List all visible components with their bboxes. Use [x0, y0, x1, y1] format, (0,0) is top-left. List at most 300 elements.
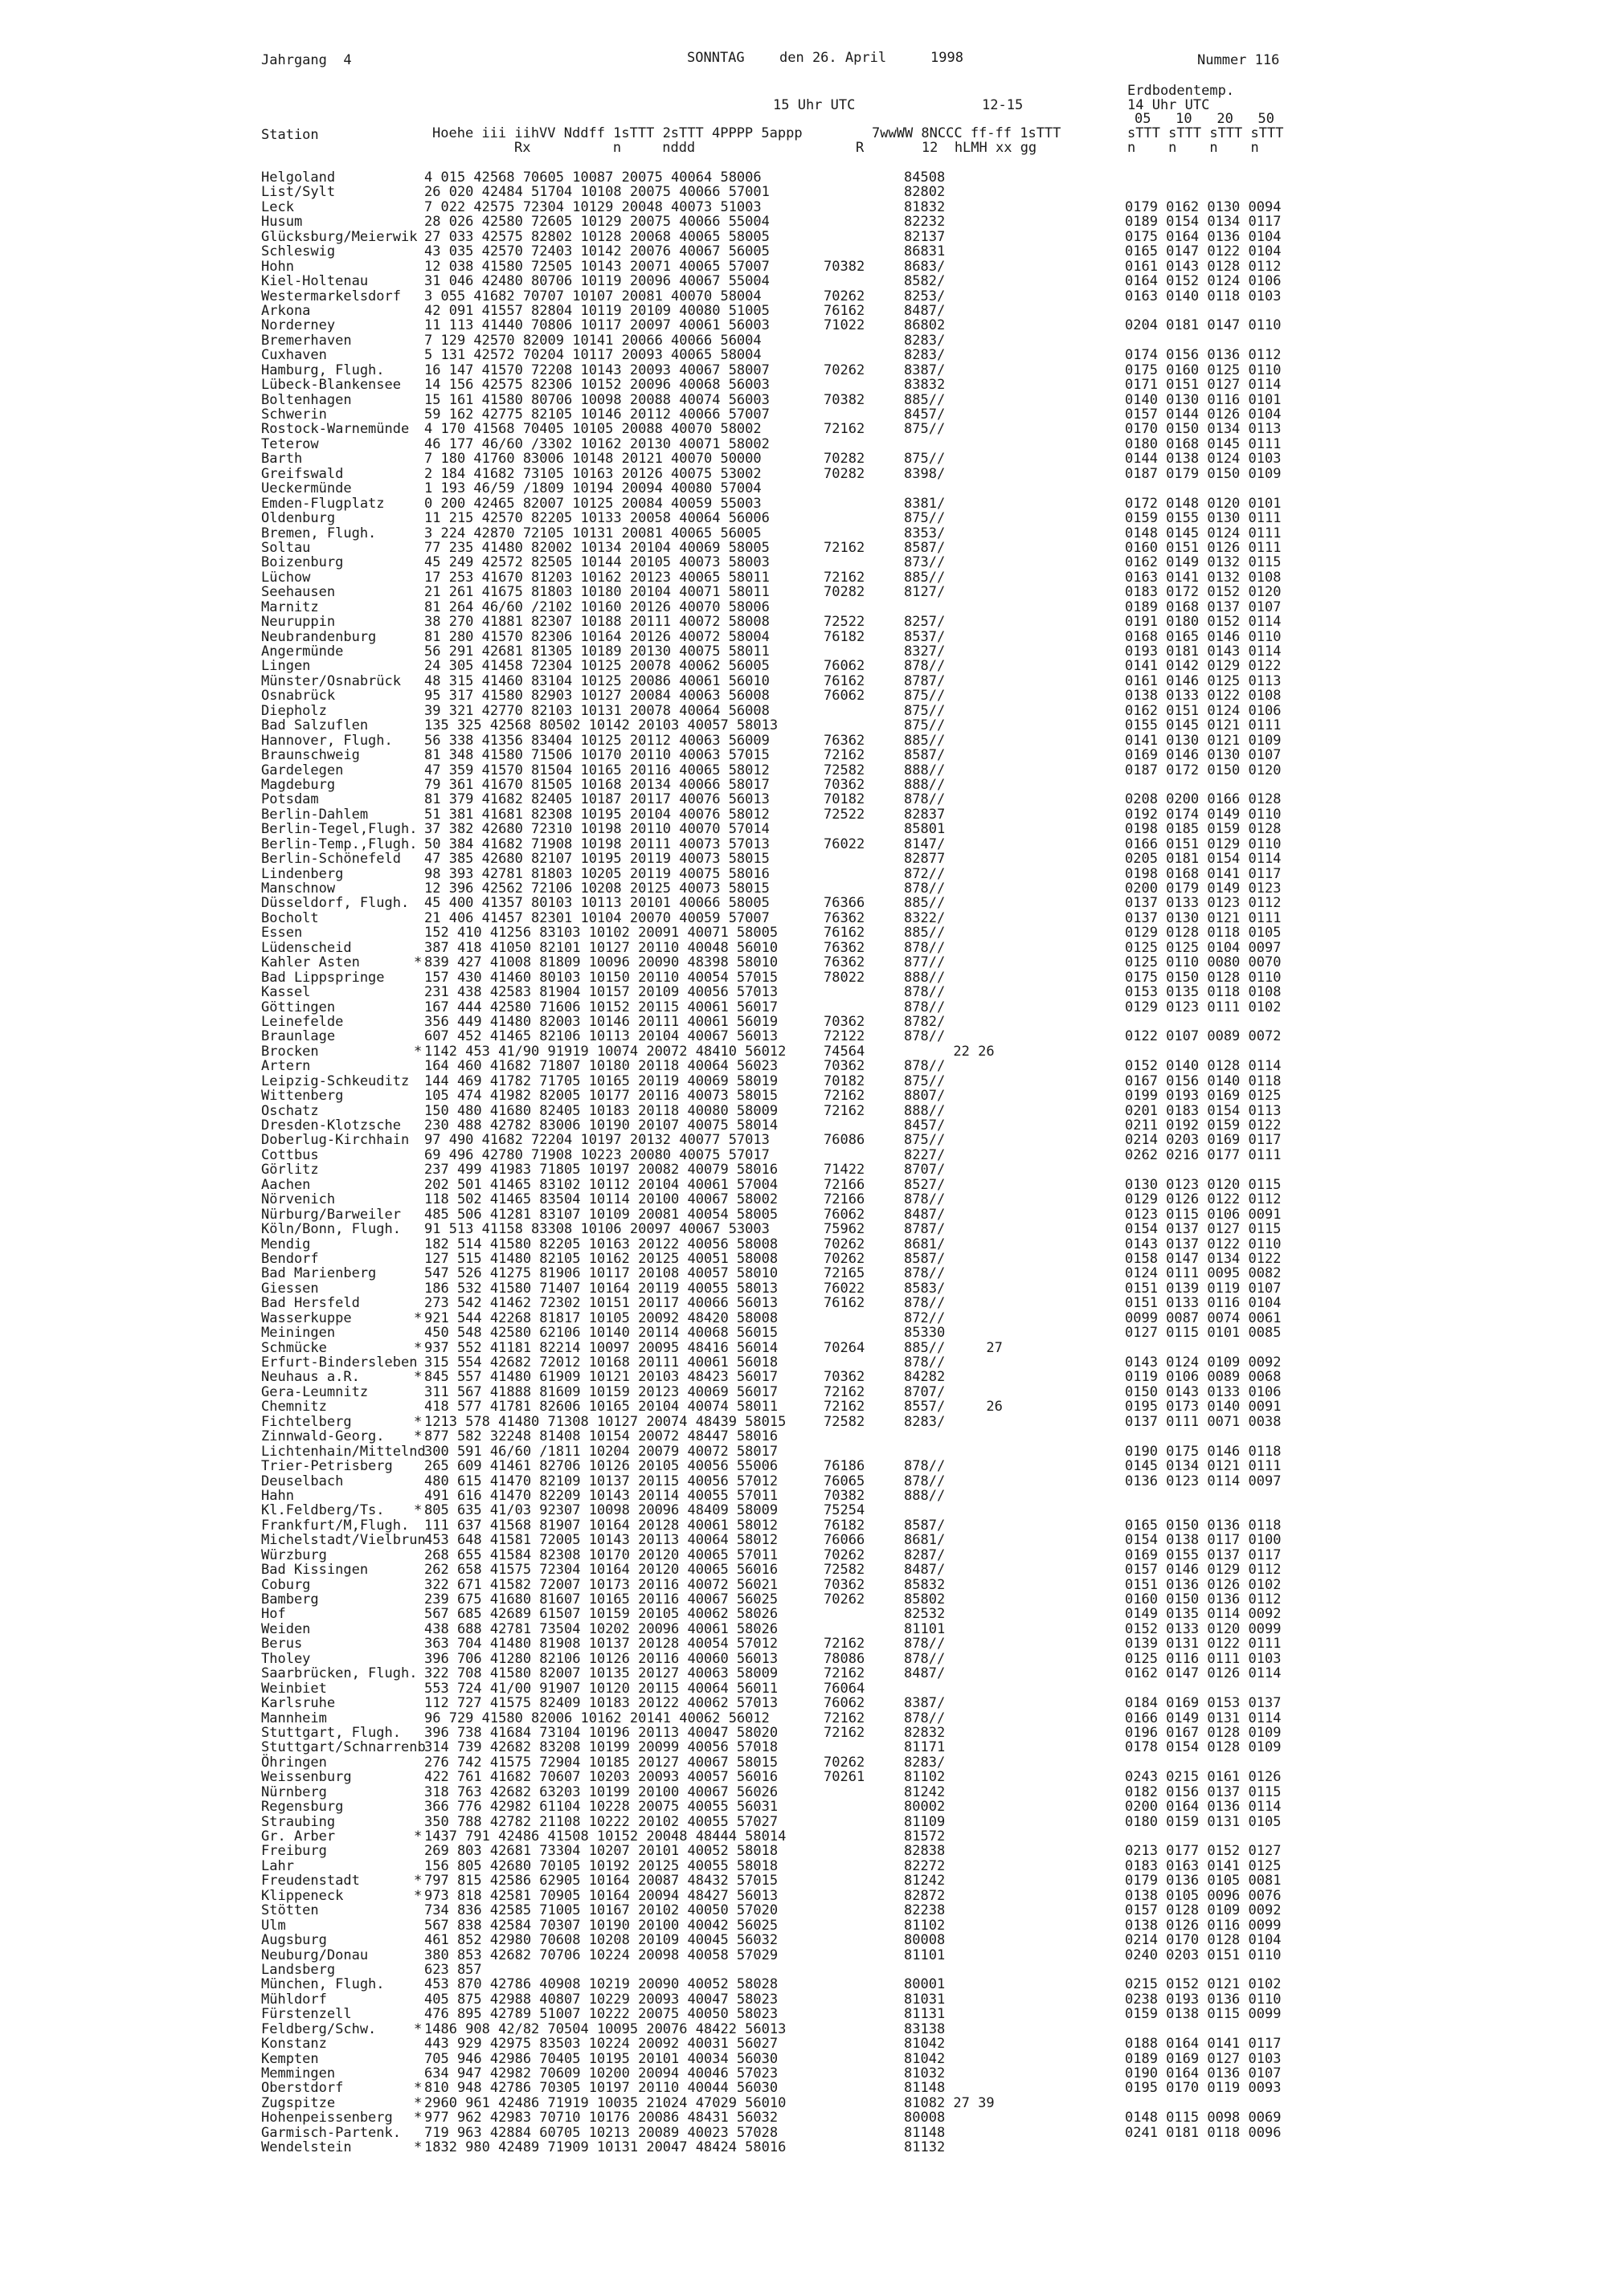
station-name: Kl.Feldberg/Ts. [261, 1502, 385, 1519]
soil-temp-values: 0187 0172 0150 0120 [1125, 762, 1282, 778]
weather-group: 76022 [824, 1280, 865, 1297]
soil-temp-values: 0198 0168 0141 0117 [1125, 865, 1282, 882]
station-name: Hannover, Flugh. [261, 732, 393, 749]
station-name: Giessen [261, 1280, 319, 1297]
soil-temp-values: 0137 0111 0071 0038 [1125, 1413, 1282, 1430]
station-name: Frankfurt/M,Flugh. [261, 1517, 410, 1534]
soil-temp-values: 0175 0160 0125 0110 [1125, 362, 1282, 378]
synop-group: 91 513 41158 83308 10106 20097 40067 53003 [424, 1221, 770, 1238]
synop-group: 182 514 41580 82205 10163 20122 40056 58008 [424, 1236, 779, 1252]
soil-temp-values: 0154 0137 0127 0115 [1125, 1221, 1282, 1238]
soil-temp-values: 0143 0137 0122 0110 [1125, 1236, 1282, 1252]
soil-temp-time: 14 Uhr UTC [1127, 97, 1210, 113]
cloud-group: 84508 [904, 170, 946, 186]
synop-group: 156 805 42680 70105 10192 20125 40055 58018 [424, 1857, 779, 1874]
issue-number: Nummer 116 [1197, 52, 1280, 68]
cloud-group: 81572 [904, 1828, 946, 1845]
station-name: Weiden [261, 1620, 311, 1637]
station-name: Saarbrücken, Flugh. [261, 1665, 418, 1682]
station-name: Helgoland [261, 170, 336, 186]
station-name: Ulm [261, 1917, 286, 1934]
soil-temp-values: 0162 0151 0124 0106 [1125, 702, 1282, 719]
cloud-group: 885// 27 [904, 1339, 1003, 1356]
station-name: Fürstenzell [261, 2006, 352, 2023]
station-name: Bad Hersfeld [261, 1295, 360, 1312]
station-name: Ueckermünde [261, 480, 352, 497]
cloud-group: 8707/ [904, 1162, 946, 1179]
weather-group: 72162 [824, 1102, 865, 1119]
cloud-group: 878// [904, 791, 946, 808]
synop-group: 7 180 41760 83006 10148 20121 40070 50000 [424, 451, 762, 468]
station-name: List/Sylt [261, 184, 336, 201]
synop-group: 81 348 41580 71506 10170 20110 40063 57015 [424, 747, 770, 764]
synop-group: 705 946 42986 70405 10195 20101 40034 56030 [424, 2050, 779, 2067]
cloud-group: 81082 27 39 [904, 2094, 995, 2111]
synop-group: 977 962 42983 70710 10176 20086 48431 56032 [424, 2110, 779, 2126]
mountain-marker: * [414, 2094, 423, 2111]
station-name: Lahr [261, 1857, 294, 1874]
station-name: Hahn [261, 1487, 294, 1504]
cloud-group: 885// [904, 895, 946, 912]
synop-group: 12 396 42562 72106 10208 20125 40073 58015 [424, 880, 770, 897]
synop-group: 311 567 41888 81609 10159 20123 40069 56017 [424, 1383, 779, 1400]
cloud-group: 885// [904, 569, 946, 586]
weather-group: 72162 [824, 569, 865, 586]
soil-temp-values: 0159 0155 0130 0111 [1125, 510, 1282, 527]
weather-column-subheaders: R 12 hLMH xx gg [856, 140, 1037, 156]
station-name: Landsberg [261, 1961, 336, 1978]
station-name: Lüchow [261, 569, 311, 586]
station-name: Garmisch-Partenk. [261, 2124, 401, 2141]
synop-group: 567 838 42584 70307 10190 20100 40042 56025 [424, 1917, 779, 1934]
cloud-group: 81131 [904, 2006, 946, 2023]
synop-group: 239 675 41680 81607 10165 20116 40067 56025 [424, 1591, 779, 1608]
soil-temp-values: 0195 0170 0119 0093 [1125, 2080, 1282, 2097]
soil-temp-values: 0183 0163 0141 0125 [1125, 1857, 1282, 1874]
cloud-group: 8457/ [904, 1117, 946, 1134]
synop-group: 7 022 42575 72304 10129 20048 40073 51003 [424, 198, 762, 215]
weather-group: 75962 [824, 1221, 865, 1238]
soil-temp-values: 0204 0181 0147 0110 [1125, 317, 1282, 334]
station-name: Leipzig-Schkeuditz [261, 1072, 410, 1089]
cloud-group: 8487/ [904, 1206, 946, 1223]
soil-temp-values: 0163 0141 0132 0108 [1125, 569, 1282, 586]
station-name: Straubing [261, 1813, 336, 1830]
soil-column-headers: sTTT sTTT sTTT sTTT [1127, 125, 1284, 141]
weather-group: 76362 [824, 954, 865, 971]
synop-group: 186 532 41580 71407 10164 20119 40055 58013 [424, 1280, 779, 1297]
station-name: München, Flugh. [261, 1976, 385, 1993]
synop-group: 11 215 42570 82205 10133 20058 40064 56006 [424, 510, 770, 527]
soil-temp-values: 0183 0172 0152 0120 [1125, 584, 1282, 601]
station-name: Seehausen [261, 584, 336, 601]
synop-group: 553 724 41/00 91907 10120 20115 40064 56011 [424, 1680, 779, 1697]
synop-group: 273 542 41462 72302 10151 20117 40066 56013 [424, 1295, 779, 1312]
mountain-marker: * [414, 1887, 423, 1904]
synop-group: 276 742 41575 72904 10185 20127 40067 58015 [424, 1754, 779, 1771]
period-heading: 12-15 [982, 97, 1024, 113]
soil-temp-values: 0122 0107 0089 0072 [1125, 1028, 1282, 1045]
synop-group: 2960 961 42486 71919 10035 21024 47029 56010 [424, 2094, 787, 2111]
synop-group: 2 184 41682 73105 10163 20126 40075 53002 [424, 465, 762, 482]
cloud-group: 83138 [904, 2020, 946, 2037]
synop-group: 150 480 41680 82405 10183 20118 40080 58009 [424, 1102, 779, 1119]
soil-temp-values: 0191 0180 0152 0114 [1125, 614, 1282, 631]
weather-group: 72522 [824, 614, 865, 631]
soil-temp-values: 0178 0154 0128 0109 [1125, 1739, 1282, 1756]
soil-temp-values: 0159 0138 0115 0099 [1125, 2006, 1282, 2023]
cloud-group: 8587/ [904, 747, 946, 764]
cloud-group: 81132 [904, 2139, 946, 2156]
soil-temp-values: 0211 0192 0159 0122 [1125, 1117, 1282, 1134]
cloud-group: 81171 [904, 1739, 946, 1756]
weather-group: 72582 [824, 1413, 865, 1430]
soil-temp-values: 0208 0200 0166 0128 [1125, 791, 1282, 808]
soil-temp-values: 0129 0123 0111 0102 [1125, 999, 1282, 1015]
station-name: Cuxhaven [261, 347, 327, 364]
synop-group: 157 430 41460 80103 10150 20110 40054 57015 [424, 969, 779, 986]
cloud-group: 875// [904, 688, 946, 705]
station-name: Artern [261, 1058, 311, 1075]
soil-temp-values: 0175 0164 0136 0104 [1125, 228, 1282, 245]
synop-group: 1 193 46/59 /1809 10194 20094 40080 57004 [424, 480, 762, 497]
synop-group: 265 609 41461 82706 10126 20105 40056 55006 [424, 1458, 779, 1475]
weather-group: 72162 [824, 1665, 865, 1682]
cloud-group: 81101 [904, 1620, 946, 1637]
synop-group: 4 015 42568 70605 10087 20075 40064 58006 [424, 170, 762, 186]
soil-temp-values: 0151 0136 0126 0102 [1125, 1576, 1282, 1593]
synop-group: 21 406 41457 82301 10104 20070 40059 57007 [424, 909, 770, 926]
station-name: Zinnwald-Georg. [261, 1428, 385, 1445]
soil-temp-values: 0213 0177 0152 0127 [1125, 1843, 1282, 1860]
weather-group: 72162 [824, 1088, 865, 1105]
cloud-group: 8787/ [904, 672, 946, 689]
cloud-group: 8127/ [904, 584, 946, 601]
synop-group: 734 836 42585 71005 10167 20102 40050 57020 [424, 1902, 779, 1919]
synop-group: 16 147 41570 72208 10143 20093 40067 58007 [424, 362, 770, 378]
cloud-group: 8587/ [904, 1517, 946, 1534]
soil-temp-values: 0192 0174 0149 0110 [1125, 806, 1282, 823]
station-name: Feldberg/Schw. [261, 2020, 377, 2037]
soil-temp-values: 0157 0128 0109 0092 [1125, 1902, 1282, 1919]
cloud-group: 82802 [904, 184, 946, 201]
station-name: Lichtenhain/Mittelnd [261, 1443, 426, 1460]
station-name: Michelstadt/Vielbrun [261, 1532, 426, 1549]
station-name: Chemnitz [261, 1399, 327, 1416]
cloud-group: 81242 [904, 1783, 946, 1800]
cloud-group: 878// [904, 1636, 946, 1653]
station-name: Weissenburg [261, 1769, 352, 1786]
synop-group: 31 046 42480 80706 10119 20096 40067 55004 [424, 273, 770, 290]
cloud-group: 8782/ [904, 1013, 946, 1030]
cloud-group: 8283/ [904, 1413, 946, 1430]
weather-group: 72162 [824, 747, 865, 764]
station-name: Wasserkuppe [261, 1309, 352, 1326]
soil-temp-values: 0179 0162 0130 0094 [1125, 198, 1282, 215]
cloud-group: 82137 [904, 228, 946, 245]
cloud-group: 8253/ [904, 288, 946, 304]
weather-group: 78086 [824, 1650, 865, 1667]
weather-group: 76066 [824, 1532, 865, 1549]
synop-group: 45 249 42572 82505 10144 20105 40073 58003 [424, 554, 770, 571]
station-name: Mannheim [261, 1710, 327, 1726]
weather-group: 70182 [824, 1072, 865, 1089]
synop-group: 144 469 41782 71705 10165 20119 40069 58019 [424, 1072, 779, 1089]
cloud-group: 875// [904, 421, 946, 438]
synop-group: 418 577 41781 82606 10165 20104 40074 58011 [424, 1399, 779, 1416]
soil-temp-values: 0137 0133 0123 0112 [1125, 895, 1282, 912]
station-name: Bocholt [261, 909, 319, 926]
synop-group: 262 658 41575 72304 10164 20120 40065 56016 [424, 1562, 779, 1579]
cloud-group: 8381/ [904, 495, 946, 512]
soil-temp-values: 0140 0130 0116 0101 [1125, 391, 1282, 408]
soil-temp-values: 0150 0143 0133 0106 [1125, 1383, 1282, 1400]
cloud-group: 8283/ [904, 1754, 946, 1771]
date-label: den 26. April [779, 50, 887, 66]
soil-temp-values: 0188 0164 0141 0117 [1125, 2036, 1282, 2053]
weather-group: 70362 [824, 1058, 865, 1075]
soil-temp-values: 0243 0215 0161 0126 [1125, 1769, 1282, 1786]
soil-temp-values: 0180 0168 0145 0111 [1125, 435, 1282, 452]
synop-group: 135 325 42568 80502 10142 20103 40057 58013 [424, 717, 779, 734]
weather-group: 75254 [824, 1502, 865, 1519]
cloud-group: 8283/ [904, 332, 946, 349]
station-name: Brocken [261, 1043, 319, 1060]
synop-group: 37 382 42680 72310 10198 20110 40070 57014 [424, 821, 770, 838]
soil-temp-values: 0189 0154 0134 0117 [1125, 214, 1282, 231]
station-name: Leinefelde [261, 1013, 344, 1030]
station-name: Kassel [261, 984, 311, 1001]
station-name: Würzburg [261, 1546, 327, 1563]
soil-temp-values: 0148 0115 0098 0069 [1125, 2110, 1282, 2126]
weather-group: 70262 [824, 362, 865, 378]
synop-group: 634 947 42982 70609 10200 20094 40046 57023 [424, 2065, 779, 2082]
cloud-group: 8257/ [904, 614, 946, 631]
soil-temp-values: 0141 0130 0121 0109 [1125, 732, 1282, 749]
synop-group: 42 091 41557 82804 10119 20109 40080 51005 [424, 302, 770, 319]
station-name: Wendelstein [261, 2139, 352, 2156]
station-name: Magdeburg [261, 776, 336, 793]
cloud-group: 8587/ [904, 539, 946, 556]
station-name: Wittenberg [261, 1088, 344, 1105]
cloud-group: 80001 [904, 1976, 946, 1993]
cloud-group: 885// [904, 925, 946, 942]
synop-group: 810 948 42786 70305 10197 20110 40044 56030 [424, 2080, 779, 2097]
station-name: Stötten [261, 1902, 319, 1919]
weather-group: 76186 [824, 1458, 865, 1475]
synop-group: 47 385 42680 82107 10195 20119 40073 58015 [424, 851, 770, 868]
synop-group: 96 729 41580 82006 10162 20141 40062 56012 [424, 1710, 770, 1726]
station-name: Barth [261, 451, 303, 468]
cloud-group: 875// [904, 702, 946, 719]
soil-temp-values: 0262 0216 0177 0111 [1125, 1146, 1282, 1163]
weather-group: 70261 [824, 1769, 865, 1786]
soil-temp-values: 0161 0143 0128 0112 [1125, 258, 1282, 275]
soil-temp-values: 0160 0151 0126 0111 [1125, 539, 1282, 556]
station-name: Tholey [261, 1650, 311, 1667]
station-name: Potsdam [261, 791, 319, 808]
cloud-group: 82238 [904, 1902, 946, 1919]
soil-temp-values: 0166 0149 0131 0114 [1125, 1710, 1282, 1726]
cloud-group: 8587/ [904, 1250, 946, 1267]
cloud-group: 878// [904, 658, 946, 675]
soil-temp-values: 0119 0106 0089 0068 [1125, 1369, 1282, 1386]
cloud-group: 885// [904, 732, 946, 749]
mountain-marker: * [414, 2020, 423, 2037]
soil-temp-values: 0190 0164 0136 0107 [1125, 2065, 1282, 2082]
station-name: Gr. Arber [261, 1828, 336, 1845]
cloud-group: 82877 [904, 851, 946, 868]
weather-group: 76062 [824, 1206, 865, 1223]
weather-group: 70264 [824, 1339, 865, 1356]
code-column-subheaders: Rx n nddd [514, 140, 696, 156]
soil-temp-values: 0138 0105 0096 0076 [1125, 1887, 1282, 1904]
synop-group: 118 502 41465 83504 10114 20100 40067 58002 [424, 1191, 779, 1208]
weather-group: 70182 [824, 791, 865, 808]
station-name: Münster/Osnabrück [261, 672, 401, 689]
station-name: Trier-Petrisberg [261, 1458, 393, 1475]
weather-group: 76162 [824, 1295, 865, 1312]
soil-temp-values: 0214 0170 0128 0104 [1125, 1932, 1282, 1949]
station-name: Meiningen [261, 1325, 336, 1342]
synop-group: 17 253 41670 81203 10162 20123 40065 58011 [424, 569, 770, 586]
cloud-group: 81242 [904, 1873, 946, 1890]
station-name: Gera-Leumnitz [261, 1383, 369, 1400]
weather-group: 72162 [824, 1383, 865, 1400]
cloud-group: 85330 [904, 1325, 946, 1342]
station-name: Düsseldorf, Flugh. [261, 895, 410, 912]
soil-temp-values: 0240 0203 0151 0110 [1125, 1947, 1282, 1963]
station-name: Zugspitze [261, 2094, 336, 2111]
cloud-group: 8681/ [904, 1532, 946, 1549]
station-name: Essen [261, 925, 303, 942]
cloud-group: 82872 [904, 1887, 946, 1904]
station-name: Arkona [261, 302, 311, 319]
station-name: Nürnberg [261, 1783, 327, 1800]
cloud-group: 8487/ [904, 302, 946, 319]
synop-group: 47 359 41570 81504 10165 20116 40065 58012 [424, 762, 770, 778]
station-name: Dresden-Klotzsche [261, 1117, 401, 1134]
weather-group: 70262 [824, 1250, 865, 1267]
weather-group: 72162 [824, 421, 865, 438]
weather-group: 76182 [824, 1517, 865, 1534]
soil-temp-values: 0163 0140 0118 0103 [1125, 288, 1282, 304]
station-name: Neuburg/Donau [261, 1947, 369, 1963]
synop-group: 14 156 42575 82306 10152 20096 40068 56003 [424, 377, 770, 394]
synop-group: 12 038 41580 72505 10143 20071 40065 57007 [424, 258, 770, 275]
weather-group: 72166 [824, 1191, 865, 1208]
soil-temp-values: 0125 0110 0080 0070 [1125, 954, 1282, 971]
synop-group: 11 113 41440 70806 10117 20097 40061 56003 [424, 317, 770, 334]
cloud-group: 81101 [904, 1947, 946, 1963]
station-name: Bamberg [261, 1591, 319, 1608]
soil-temp-values: 0182 0156 0137 0115 [1125, 1783, 1282, 1800]
weather-group: 70262 [824, 1236, 865, 1252]
synop-group: 480 615 41470 82109 10137 20115 40056 57012 [424, 1473, 779, 1489]
cloud-group: 875// [904, 1132, 946, 1149]
cloud-group: 81042 [904, 2036, 946, 2053]
synop-group: 43 035 42570 72403 10142 20076 40067 56005 [424, 243, 770, 260]
synop-group: 97 490 41682 72204 10197 20132 40077 57013 [424, 1132, 770, 1149]
synop-group: 450 548 42580 62106 10140 20114 40068 56015 [424, 1325, 779, 1342]
synop-group: 15 161 41580 80706 10098 20088 40074 56003 [424, 391, 770, 408]
synop-group: 547 526 41275 81906 10117 20108 40057 58010 [424, 1265, 779, 1282]
cloud-group: 878// [904, 984, 946, 1001]
synop-group: 839 427 41008 81809 10096 20090 48398 58010 [424, 954, 779, 971]
weather-group: 76062 [824, 688, 865, 705]
soil-temp-values: 0190 0175 0146 0118 [1125, 1443, 1282, 1460]
station-name: Memmingen [261, 2065, 336, 2082]
weather-group: 70262 [824, 1591, 865, 1608]
soil-temp-values: 0189 0169 0127 0103 [1125, 2050, 1282, 2067]
cloud-group: 82832 [904, 1724, 946, 1741]
synop-group: 79 361 41670 81505 10168 20134 40066 58017 [424, 776, 770, 793]
soil-temp-values: 0205 0181 0154 0114 [1125, 851, 1282, 868]
weather-group: 76362 [824, 939, 865, 956]
soil-temp-values: 0172 0148 0120 0101 [1125, 495, 1282, 512]
soil-temp-values: 0153 0135 0118 0108 [1125, 984, 1282, 1001]
cloud-group: 80008 [904, 1932, 946, 1949]
cloud-group: 85832 [904, 1576, 946, 1593]
cloud-group: 82838 [904, 1843, 946, 1860]
mountain-marker: * [414, 1502, 423, 1519]
synop-group: 237 499 41983 71805 10197 20082 40079 58016 [424, 1162, 779, 1179]
cloud-group: 81031 [904, 1991, 946, 2008]
cloud-group: 81832 [904, 198, 946, 215]
station-name: Bad Lippspringe [261, 969, 385, 986]
mountain-marker: * [414, 1043, 423, 1060]
station-name: Weinbiet [261, 1680, 327, 1697]
synop-group: 485 506 41281 83107 10109 20081 40054 58005 [424, 1206, 779, 1223]
synop-group: 56 338 41356 83404 10125 20112 40063 56009 [424, 732, 770, 749]
weather-group: 70262 [824, 288, 865, 304]
synop-group: 81 280 41570 82306 10164 20126 40072 58004 [424, 628, 770, 645]
synop-group: 443 929 42975 83503 10224 20092 40031 56027 [424, 2036, 779, 2053]
synop-group: 1486 908 42/82 70504 10095 20076 48422 56013 [424, 2020, 787, 2037]
station-name: Berlin-Tegel,Flugh. [261, 821, 418, 838]
synop-group: 921 544 42268 81817 10105 20092 48420 58008 [424, 1309, 779, 1326]
soil-temp-values: 0241 0181 0118 0096 [1125, 2124, 1282, 2141]
station-name: Osnabrück [261, 688, 336, 705]
cloud-group: 8527/ [904, 1176, 946, 1193]
station-name: Deuselbach [261, 1473, 344, 1489]
soil-temp-values: 0152 0140 0128 0114 [1125, 1058, 1282, 1075]
synop-group: 269 803 42681 73304 10207 20101 40052 58018 [424, 1843, 779, 1860]
weather-group: 76162 [824, 672, 865, 689]
cloud-group: 81109 [904, 1813, 946, 1830]
soil-temp-values: 0215 0152 0121 0102 [1125, 1976, 1282, 1993]
synop-group: 937 552 41181 82214 10097 20095 48416 56014 [424, 1339, 779, 1356]
station-column-header: Station [261, 127, 319, 143]
cloud-group: 878// [904, 1028, 946, 1045]
soil-temp-values: 0200 0179 0149 0123 [1125, 880, 1282, 897]
cloud-group: 81042 [904, 2050, 946, 2067]
station-name: Teterow [261, 435, 319, 452]
station-name: Leck [261, 198, 294, 215]
cloud-group: 81102 [904, 1769, 946, 1786]
soil-temp-values: 0141 0142 0129 0122 [1125, 658, 1282, 675]
weather-group: 76022 [824, 835, 865, 852]
synop-group: 396 738 41684 73104 10196 20113 40047 58020 [424, 1724, 779, 1741]
mountain-marker: * [414, 1873, 423, 1890]
soil-temp-values: 0138 0126 0116 0099 [1125, 1917, 1282, 1934]
soil-temp-values: 0151 0133 0116 0104 [1125, 1295, 1282, 1312]
soil-temp-values: 0151 0139 0119 0107 [1125, 1280, 1282, 1297]
synop-group: 112 727 41575 82409 10183 20122 40062 57013 [424, 1695, 779, 1712]
weather-group: 70282 [824, 465, 865, 482]
soil-temp-values: 0127 0115 0101 0085 [1125, 1325, 1282, 1342]
weather-group: 72162 [824, 1399, 865, 1416]
